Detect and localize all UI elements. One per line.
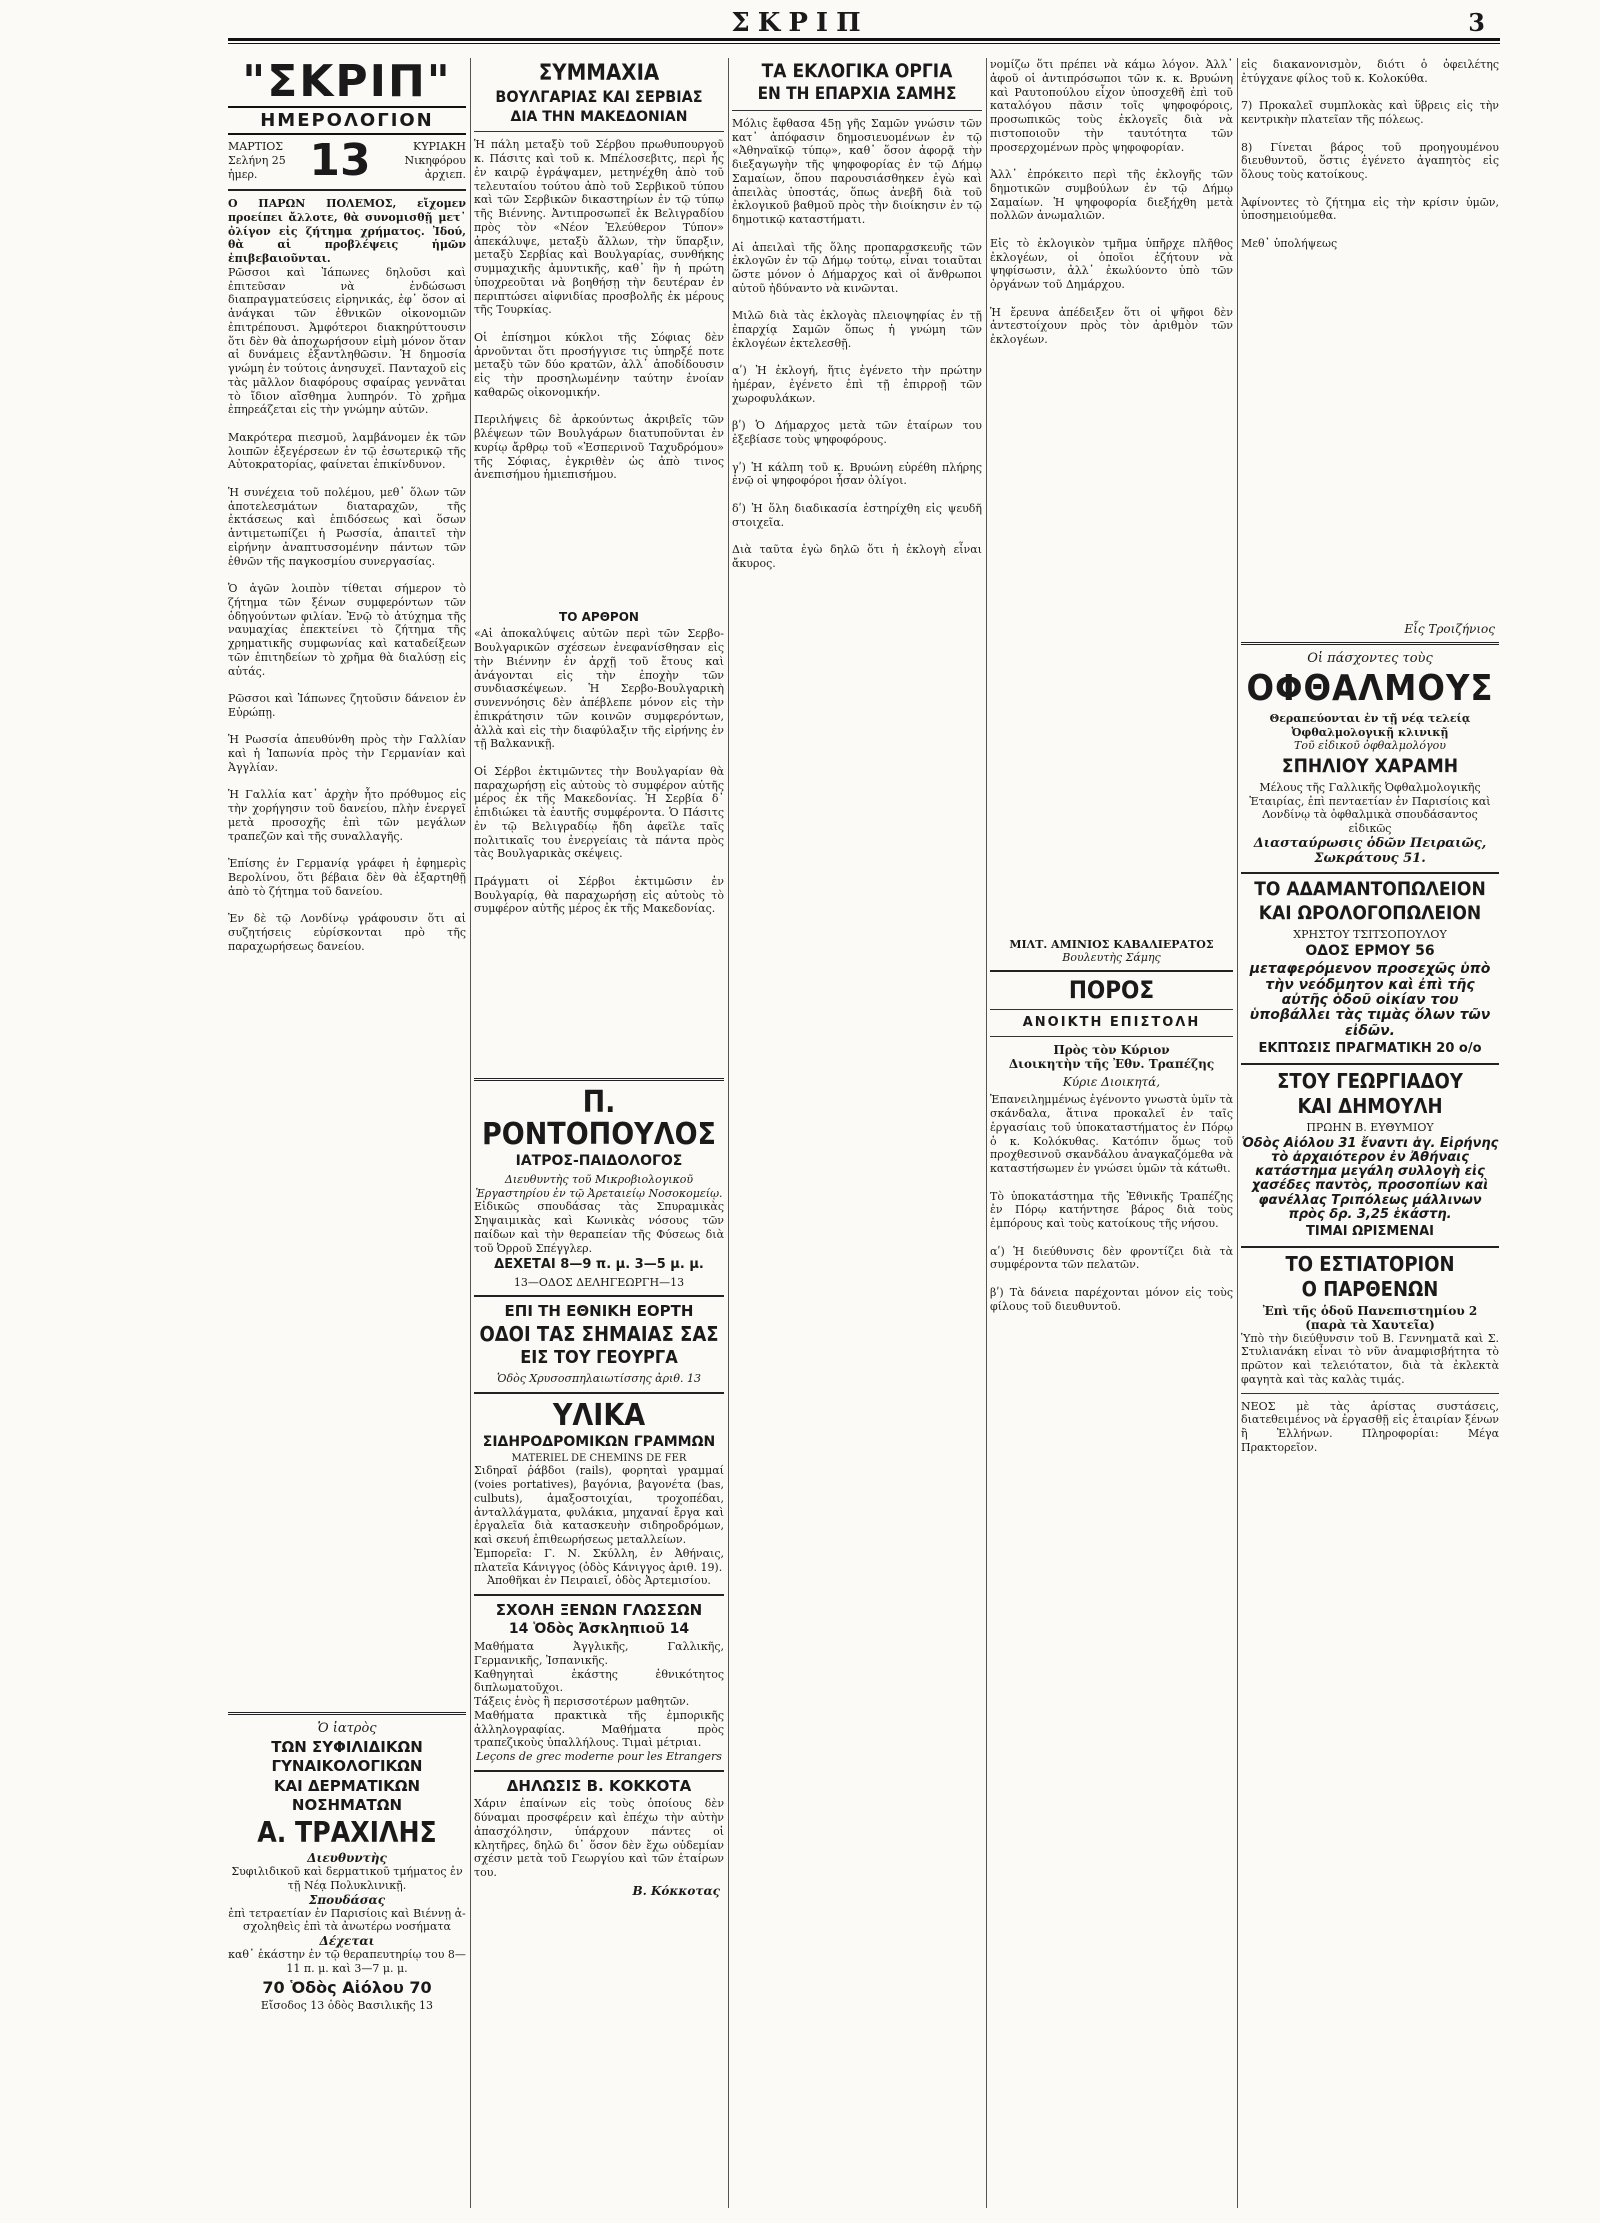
divider bbox=[990, 970, 1233, 972]
letter-title: ΑΝΟΙΚΤΗ ΕΠΙΣΤΟΛΗ bbox=[1022, 1015, 1201, 1031]
ad-text: Εἰδικῶς σπουδάσας τὰς Σπυραμικὰς Σηψαιμικὰς καὶ Κωνικὰς νόσους τῶν παίδων καὶ τὴν θεραπείαν τῆς Φύσεως διὰ τοῦ Ὀρροῦ Σπέγγλερ. bbox=[474, 1200, 728, 1255]
flag-ad bbox=[474, 1303, 724, 1385]
divider bbox=[990, 1036, 1233, 1037]
ad-doctor-name: ΣΠΗΛΙΟΥ ΧΑΡΑΜΗ bbox=[1281, 755, 1459, 778]
masthead-title: ΣΚΡΙΠ bbox=[731, 8, 869, 38]
ad-address: Διασταύρωσις ὁδῶν Πειραιῶς, Σωκράτους 51. bbox=[1253, 835, 1487, 866]
article-body: Μόλις ἔφθασα 45ῃ γῆς Σαμῶν γνώσιν τῶν κατ᾽ ἀπόφασιν δημοσιευομένων ἐν τῷ «Ἀθηναϊκῷ τύπῳ», καθ᾽ ὅσον ἀφορᾷ τὴν διεξαγωγὴν τῆς ψηφοφορίας ἐν τῷ Δήμῳ Σαμαίων, ὅπου παρουσιάσθηκεν ἐγὼ καὶ ἀπειλὰς ὑποστάς, ὅπως ἀνεβῆ διὰ τοῦ ἐκλογικοῦ βαθμοῦ πρὸς τὴν διοίκησιν ἐν τῷ δημοτικῷ καταστήματι. Αἱ ἀπειλαὶ τῆς ὅλης προπαρασκευῆς τῶν ἐκλογῶν ἐν τῷ Δήμῳ τούτῳ, εἶναι τοιαῦται ὥστε μόνον ὁ Δήμαρχος καὶ οἱ ἄνθρωποι αὐτοῦ ἠδύναντο νὰ κινῶνται. Μιλῶ διὰ τὰς ἐκλογὰς πλειοψηφίας ἐν τῇ ἐπαρχίᾳ Σαμῶν ὅπως ἡ γνώμη τῶν ἐκλογέων ἐκτελεσθῇ. αʹ) Ἡ ἐκλογή, ἥτις ἐγένετο τὴν πρώτην ἡμέραν, ἐγένετο ἐπὶ τῇ ἐπιρροῇ τῶν χωροφυλάκων. βʹ) Ὁ Δήμαρχος μετὰ τῶν ἑταίρων του ἐξεβίασε τοὺς ψηφοφόρους. γʹ) Ἡ κάλπη τοῦ κ. Βρυώνη εὑρέθη πλήρης ἐνῷ οἱ ψηφοφόροι ἦσαν ὀλίγοι. δʹ) Ἡ ὅλη διαδικασία ἐστηρίχθη εἰς ψευδῆ στοιχεῖα. Διὰ ταῦτα ἐγὼ δηλῶ ὅτι ἡ ἐκλογὴ εἶναι ἄκυρος. bbox=[732, 116, 982, 570]
declaration-title: ΔΗΛΩΣΙΣ Β. ΚΟΚΚΟΤΑ bbox=[506, 1776, 692, 1795]
letter-body: Ἐπανειλημμένως ἐγένοντο γνωστὰ ὑμῖν τὰ σκάνδαλα, ἅτινα προκαλεῖ ἐν ταῖς ἐργασίαις τοῦ ὑποκαταστήματος ἐν Πόρῳ ὁ κ. Κολόκυθας. Κατόπιν ὅμως τοῦ προχθεσινοῦ σκανδάλου ἀναγκαζόμεθα νὰ καταστήσωμεν ἐν γνώσει ὑμῶν τὰ κάτωθι. Τὸ ὑποκατάστημα τῆς Ἐθνικῆς Τραπέζης ἐν Πόρῳ κατήντησε βάρος διὰ τοὺς ἐμπόρους καὶ τοὺς κατοίκους τῆς νήσου. αʹ) Ἡ διεύθυνσις δὲν φροντίζει διὰ τὰ συμφέροντα τῶν πελατῶν. βʹ) Τὰ δάνεια παρέχονται μόνον εἰς τοὺς φίλους τοῦ διευθυντοῦ. bbox=[990, 1093, 1233, 1313]
ad-headline: ΟΔΟΙ ΤΑΣ ΣΗΜΑΙΑΣ ΣΑΣ bbox=[479, 1321, 719, 1346]
divider bbox=[1241, 642, 1499, 645]
ad-contact: Ἐμπορεῖα: Γ. Ν. Σκύλλη, ἐν Ἀθήναις, πλατεῖα Κάνιγγος (ὁδὸς Κάνιγγος ἀριθ. 19). bbox=[474, 1546, 728, 1574]
column-2 bbox=[474, 58, 728, 2208]
calendar-weekday: ΚΥΡΙΑΚΗ bbox=[413, 139, 466, 153]
article-body: «Αἱ ἀποκαλύψεις αὐτῶν περὶ τῶν Σερβο-Βουλγαρικῶν σχέσεων ἐνεφανίσθησαν εἰς τὴν Βιέννην ἐν ἀρχῇ τοῦ ἔτους καὶ ἀνάγονται εἰς τὴν ἐποχὴν τῶν συνδιασκέψεων. Ἡ Σερβο-Βουλγαρικὴ συνεννόησις δὲν ἀπέβλεπε μόνον εἰς τὴν ἐπικράτησιν τῶν κοινῶν συμφερόντων, ἀλλὰ καὶ εἰς τὴν διαφύλαξιν τῆς εἰρήνης ἐν τῇ Βαλκανικῇ. Οἱ Σέρβοι ἐκτιμῶντες τὴν Βουλγαρίαν θὰ παραχωρήσῃ εἰς αὐτοὺς τὸ συμφέρον αὐτῆς μέρος ἐκ τῆς Μακεδονίας. Ἡ Σερβία δ᾽ ἐπιδιώκει τὰ ἑαυτῆς συμφέροντα. Ὁ Πάσιτς ἐν τῷ Βελιγραδίῳ ἤδη ἀφεῖλε ταῖς πολιτικαῖς του ἐνεργείαις τὰ πάντα πρὸς τὰς Βουλγαρικὰς σκέψεις. Πράγματι οἱ Σέρβοι ἐκτιμῶσιν ἐν Βουλγαρίᾳ, θὰ παραχωρήσῃ εἰς αὐτοὺς τὸ συμφέρον αὐτῆς μέρος ἐκ τῆς Μακεδονίας. bbox=[474, 627, 724, 916]
ad-title: ΟΦΘΑΛΜΟΥΣ bbox=[1246, 668, 1494, 709]
language-school-ad bbox=[474, 1602, 724, 1764]
letter-signature: Εἷς Τροιζήνιος bbox=[1404, 622, 1495, 636]
calendar-box bbox=[228, 56, 466, 186]
divider bbox=[474, 1770, 724, 1772]
divider bbox=[732, 110, 982, 111]
divider bbox=[1241, 872, 1499, 874]
ad-title: ΤΟ ΕΣΤΙΑΤΟΡΙΟΝ bbox=[1285, 1251, 1455, 1276]
ad-text: Σιδηραῖ ῥάβδοι (rails), φορηταὶ γραμμαί (voies portatives), βαγόνια, βαγονέτα (bas, culbuts), ἁμαξοστοιχίαι, τροχοπέδαι, ἀνταλλάγματα, φυλάκια, μηχαναί ἔργα καὶ ἐργαλεῖα διὰ κατασκευὴν σιδηροδρόμων, καὶ σκευή ἐπιθεωρήσεως μεταλλείων. bbox=[474, 1464, 728, 1547]
ad-title: ΚΑΙ ΔΗΜΟΥΛΗ bbox=[1297, 1093, 1443, 1118]
ad-specialty: ΓΥΝΑΙΚΟΛΟΓΙΚΩΝ bbox=[271, 1757, 423, 1776]
ad-specialty: ΚΑΙ ΔΕΡΜΑΤΙΚΩΝ bbox=[273, 1776, 421, 1795]
headline: ΔΙΑ ΤΗΝ ΜΑΚΕΔΟΝΙΑΝ bbox=[510, 108, 688, 125]
headline: ΤΑ ΕΚΛΟΓΙΚΑ ΟΡΓΙΑ bbox=[761, 60, 953, 82]
classified-text: ΝΕΟΣ μὲ τὰς ἀρίστας συστάσεις, διατεθειμένος νὰ ἐργασθῇ εἰς ἐταιρίαν ξένων ἢ Ἑλλήνων. Πληροφορίαι: Μέγα Πρακτορεῖον. bbox=[1241, 1399, 1503, 1454]
doctor-ad bbox=[228, 1721, 466, 2013]
masthead bbox=[0, 0, 1600, 48]
ad-hours: καθ᾽ ἑκάστην ἐν τῷ θεραπευτηρίῳ του 8—11 π. μ. καὶ 3—7 μ. μ. bbox=[228, 1948, 466, 1975]
ad-specialty: ΝΟΣΗΜΑΤΩΝ bbox=[291, 1796, 403, 1815]
letter-recipient: Πρὸς τὸν Κύριον bbox=[1053, 1043, 1170, 1058]
ad-text: Συφιλιδικοῦ καὶ δερματικοῦ τμήματος ἐν τῇ Νέᾳ Πολυκλινικῇ. bbox=[231, 1865, 467, 1892]
declaration-signature: Β. Κόκκοτας bbox=[632, 1883, 720, 1898]
ad-sub: Τοῦ εἰδικοῦ ὀφθαλμολόγου bbox=[1294, 739, 1446, 753]
letter-body-continued: εἰς διακανονισμὸν, διότι ὁ ὀφειλέτης ἐτύγχανε φίλος τοῦ κ. Κολοκύθα. 7) Προκαλεῖ συμπλοκὰς καὶ ὕβρεις εἰς τὴν κεντρικὴν πλατεῖαν τῆς πόλεως. 8) Γίνεται βάρος τοῦ προηγουμένου διευθυντοῦ, ὅστις ἐγένετο ἀγαπητὸς εἰς ὅλους τοὺς κατοίκους. Ἀφίνοντες τὸ ζήτημα εἰς τὴν κρίσιν ὑμῶν, ὑποσημειούμεθα. Μεθ᾽ ὑπολήψεως bbox=[1241, 58, 1499, 250]
restaurant-ad bbox=[1241, 1251, 1503, 1455]
declaration-text: Χάριν ἐπαίνων εἰς τοὺς ὁποίους δὲν δύναμαι προσφέρειν καὶ ἐπέχω τὴν αὐτὴν ἀπασχόλησιν, ὑπάρχουν πάντες οἱ κλητῆρες, δηλῶ δι᾽ ὅσον δὲν ἔχω οὐδεμίαν σχέσιν μετὰ τοῦ Γεωργίου καὶ τῶν ἑταίρων του. bbox=[474, 1797, 728, 1880]
ad-text: μεταφερόμενον προσεχῶς ὑπὸ τὴν νεόδμητον καὶ ἐπὶ τῆς αὐτῆς ὁδοῦ οἰκίαν του ὑποβάλλει τὰς τιμὰς ὅλων τῶν εἰδῶν. bbox=[1249, 961, 1491, 1039]
calendar-moon: Σελήνη 25 ἡμερ. bbox=[228, 153, 286, 182]
ad-prices: ΤΙΜΑΙ ΩΡΙΣΜΕΝΑΙ bbox=[1306, 1224, 1434, 1240]
section-title: ΠΟΡΟΣ bbox=[1068, 976, 1155, 1004]
column-divider bbox=[470, 58, 471, 2208]
column-divider bbox=[728, 58, 729, 2208]
ad-address: 70 Ὁδὸς Αἰόλου 70 bbox=[262, 1977, 432, 1997]
ad-french: MATERIEL DE CHEMINS DE FER bbox=[511, 1453, 687, 1465]
masthead-rule bbox=[228, 38, 1500, 41]
ad-address: Ὁδὸς Χρυσοσπηλαιωτίσσης ἀριθ. 13 bbox=[497, 1371, 701, 1385]
ad-street: ΟΔΟΣ ΕΡΜΟΥ 56 bbox=[1305, 942, 1435, 959]
ad-desc: Μέλους τῆς Γαλλικῆς Ὀφθαλμολογικῆς Ἑταιρίας, ἐπὶ πενταετίαν ἐν Παρισίοις καὶ Λονδίνῳ τὰ ὀφθαλμικὰ σπουδάσαντος εἰδικῶς bbox=[1249, 780, 1495, 836]
column-5 bbox=[1241, 58, 1503, 2208]
ophthalmology-ad bbox=[1241, 651, 1499, 866]
ad-discount: ΕΚΠΤΩΣΙΣ ΠΡΑΓΜΑΤΙΚΗ 20 ο/ο bbox=[1258, 1041, 1482, 1057]
ad-title: ΚΑΙ ΩΡΟΛΟΓΟΠΩΛΕΙΟΝ bbox=[1258, 901, 1482, 924]
calendar-subtitle: ΗΜΕΡΟΛΟΓΙΟΝ bbox=[228, 106, 466, 135]
calendar-day: 13 bbox=[309, 135, 371, 186]
divider bbox=[228, 189, 466, 191]
ad-address-secondary: Εἴσοδος 13 ὁδὸς Βασιλικῆς 13 bbox=[260, 1999, 434, 2013]
ad-branch: Ἀποθῆκαι ἐν Πειραιεῖ, ὁδὸς Ἀρτεμισίου. bbox=[487, 1574, 711, 1588]
calendar-date-row bbox=[228, 135, 466, 186]
headline: ΣΥΜΜΑΧΙΑ bbox=[538, 61, 660, 86]
column-4 bbox=[990, 58, 1233, 2208]
divider bbox=[990, 1009, 1233, 1010]
ad-text: Διευθυντὴς τοῦ Μικροβιολογικοῦ Ἐργαστηρίου ἐν τῷ Ἀρεταιείῳ Νοσοκομείῳ. bbox=[475, 1172, 723, 1200]
ad-address: 14 Ὁδὸς Ἀσκληπιοῦ 14 bbox=[508, 1620, 690, 1637]
ad-sub: ΠΡΩΗΝ Β. ΕΥΘΥΜΙΟΥ bbox=[1306, 1120, 1434, 1134]
ad-intro: Ὁ ἰατρὸς bbox=[317, 1720, 377, 1736]
ad-text: Ὑπὸ τὴν διεύθυνσιν τοῦ Β. Γεννηματᾶ καὶ Σ. Στυλιανάκη εἶναι τὸ νῦν ἀναμφισβήτητα τὸ πρῶτον καὶ τελειότατον, διὰ τὰ ἐκλεκτὰ φαγητὰ καὶ τὰς καλὰς τιμάς. bbox=[1241, 1331, 1503, 1386]
article-body: Ἡ πάλη μεταξὺ τοῦ Σέρβου πρωθυπουργοῦ κ. Πάσιτς καὶ τοῦ κ. Μπέλοσεβιτς, περὶ ἧς ἐν καιρῷ ἐγράψαμεν, μετηνέχθη ἀπὸ τοῦ τελευταίου τούτου ἀπὸ τοῦ Σερβικοῦ τύπου καὶ τῶν Σερβικῶν δικαστηρίων ἐν τῷ τύπῳ τῆς Βιέννης. Ἀντιπροσωπεῖ ἐκ Βελιγραδίου πρὸς τὸν «Νέον Ἐλεύθερον Τύπον» ἀπεκάλυψε, μεταξὺ ἄλλων, τὴν ὕπαρξιν, μεταξὺ Σερβίας καὶ Βουλγαρίας, συνθήκης συμμαχικῆς ἀμυντικῆς, καθ᾽ ἣν ἡ πρώτη ὑποχρεοῦται νὰ βοηθήσῃ τὴν δευτέραν ἐν περιπτώσει αἰφνιδίας προσβολῆς ἐκ μέρους τῆς Τουρκίας. Οἱ ἐπίσημοι κύκλοι τῆς Σόφιας δὲν ἀρνοῦνται ὅτι προσήγγισε τις ὑπηρξέ ποτε μεταξὺ τῶν δύο κρατῶν, ἀλλ᾽ ἀποδίδουσιν εἰς τὴν προσηλωμένην ταύτην ἐνοίαν καθαρῶς οἰκονομικήν. Περιλήψεις δὲ ἀρκούντως ἀκριβεῖς τῶν βλέψεων τῶν Βουλγάρων διατυποῦνται ἐν κυρίῳ ἄρθρῳ τοῦ «Ἐσπερινοῦ Ταχυδρόμου» τῆς Σόφιας, ἐγκριθὲν ὡς ἀπὸ τινος ἀνεπισήμου ἡμιεπισήμου. bbox=[474, 138, 724, 482]
declaration bbox=[474, 1776, 728, 1898]
ad-role: Διευθυντὴς bbox=[307, 1851, 387, 1866]
doctor-ad bbox=[474, 1085, 728, 1289]
ad-title: ΤΟ ΑΔΑΜΑΝΤΟΠΩΛΕΙΟΝ bbox=[1254, 877, 1486, 900]
letter-recipient: Διοικητὴν τῆς Ἐθν. Τραπέζης bbox=[1008, 1057, 1215, 1072]
page-number: 3 bbox=[1468, 8, 1485, 37]
ad-role: ΙΑΤΡΟΣ-ΠΑΙΔΟΛΟΓΟΣ bbox=[515, 1153, 683, 1170]
headline: ΒΟΥΛΓΑΡΙΑΣ ΚΑΙ ΣΕΡΒΙΑΣ bbox=[495, 87, 703, 107]
ad-owner: ΧΡΗΣΤΟΥ ΤΣΙΤΣΟΠΟΥΛΟΥ bbox=[1293, 927, 1447, 941]
headline: ΕΝ ΤΗ ΕΠΑΡΧΙΑ ΣΑΜΗΣ bbox=[757, 83, 957, 104]
divider bbox=[474, 1295, 724, 1297]
letter-greeting: Κύριε Διοικητά, bbox=[1062, 1075, 1161, 1090]
divider bbox=[1241, 1393, 1499, 1394]
ad-studies-text: ἐπὶ τετραετίαν ἐν Παρισίοις καὶ Βιέννῃ ἀ-σχοληθεὶς ἐπὶ τὰ ἀνωτέρω νοσήματα bbox=[228, 1906, 466, 1934]
column-divider bbox=[1237, 58, 1238, 2208]
ad-hours: ΔΕΧΕΤΑΙ 8—9 π. μ. 3—5 μ. μ. bbox=[494, 1257, 704, 1273]
article-lead: Ο ΠΑΡΩΝ ΠΟΛΕΜΟΣ, εἴχομεν προείπει ἄλλοτε, θὰ συνομισθῇ μετ᾽ ὀλίγον εἰς ζήτημα χρήματος. Ἰδού, θὰ αἱ προβλέψεις ἡμῶν ἐπιβεβαιοῦνται. bbox=[228, 197, 470, 265]
column-3 bbox=[732, 58, 982, 2208]
divider bbox=[474, 1594, 724, 1596]
ad-title: ΥΛΙΚΑ bbox=[552, 1397, 646, 1433]
ad-french: Leçons de grec moderne pour les Etrangers bbox=[476, 1750, 722, 1764]
signature-role: Βουλευτὴς Σάμης bbox=[1062, 951, 1161, 964]
ad-headline: ΕΠΙ ΤΗ ΕΘΝΙΚΗ ΕΟΡΤΗ bbox=[504, 1302, 694, 1321]
ad-text: Θεραπεύονται ἐν τῇ νέᾳ τελείᾳ Ὀφθαλμολογικῇ κλινικῇ bbox=[1269, 711, 1475, 739]
calendar-title: "ΣΚΡΙΠ" bbox=[242, 56, 452, 107]
railway-materials-ad bbox=[474, 1397, 728, 1589]
divider bbox=[228, 1712, 466, 1715]
ad-title: Ο ΠΑΡΘΕΝΩΝ bbox=[1301, 1276, 1439, 1301]
ad-doctor-name: Π. ΡΟΝΤΟΠΟΥΛΟΣ bbox=[482, 1085, 716, 1152]
ad-text: Ὁδὸς Αἰόλου 31 ἔναντι ἁγ. Εἰρήνης τὸ ἀρχαιότερον ἐν Ἀθήναις κατάστημα μεγάλη συλλογὴ εἰς χασέδες παντὸς, προσοπίων καὶ φανέλλας Τριπόλεως μάλλινων πρὸς δρ. 3,25 ἑκάστη. bbox=[1241, 1135, 1499, 1222]
divider bbox=[474, 1392, 724, 1394]
ad-text: Μαθήματα Ἀγγλικῆς, Γαλλικῆς, Γερμανικῆς, Ἰσπανικῆς. Καθηγηταὶ ἑκάστης ἐθνικότητος διπλωματοῦχοι. Τάξεις ἐνὸς ἢ περισσοτέρων μαθητῶν. Μαθήματα πρακτικὰ τῆς ἐμπορικῆς ἀλληλογραφίας. Μαθήματα πρὸς τραπεζικοὺς ὑπαλλήλους. Τιμαὶ μέτριαι. bbox=[474, 1640, 724, 1750]
signature-name: ΜΙΛΤ. ΑΜΙΝΙΟΣ ΚΑΒΑΛΙΕΡΑΤΟΣ bbox=[1009, 938, 1214, 951]
calendar-month: ΜΑΡΤΙΟΣ bbox=[228, 139, 284, 153]
ad-studies-label: Σπουδάσας bbox=[308, 1892, 386, 1907]
ad-intro: Οἱ πάσχοντες τοὺς bbox=[1307, 651, 1433, 666]
calendar-saint: Νικηφόρου ἀρχιεπ. bbox=[404, 153, 466, 182]
ad-specialty: ΤΩΝ ΣΥΦΙΛΙΔΙΚΩΝ bbox=[271, 1737, 423, 1756]
divider bbox=[474, 131, 724, 132]
ad-headline: ΕΙΣ ΤΟΥ ΓΕΟΥΡΓΑ bbox=[520, 1346, 678, 1368]
ad-hours-label: Δέχεται bbox=[319, 1934, 375, 1949]
masthead-rule-thin bbox=[228, 43, 1500, 44]
ad-address: 13—ΟΔΟΣ ΔΕΛΗΓΕΩΡΓΗ—13 bbox=[513, 1275, 685, 1289]
ad-subtitle: ΣΙΔΗΡΟΔΡΟΜΙΚΩΝ ΓΡΑΜΜΩΝ bbox=[482, 1434, 716, 1451]
ad-doctor-name: Α. ΤΡΑΧΙΛΗΣ bbox=[257, 1815, 437, 1849]
article-body: νομίζω ὅτι πρέπει νὰ κάμω λόγον. Ἀλλ᾽ ἀφοῦ οἱ ἀντιπρόσωποι τῶν κ. κ. Βρυώνη καὶ Ραυτοπούλου εἶχον ὑποσχεθῆ ἐπὶ τοῦ καταλόγου πᾶσιν τοῖς ψηφοφόροις, προσωπικῶς τοὺς ἐκλογεῖς διὰ νὰ πιστοποιοῦν τὴν ταυτότητα τῶν προσερχομένων πρὸς ψηφοφορίαν. Ἀλλ᾽ ἐπρόκειτο περὶ τῆς ἐκλογῆς τῶν δημοτικῶν συμβούλων ἐν τῷ Δήμῳ Σαμαίων. Ἡ ψηφοφορία διεξήχθη μετὰ πολλῶν ἀνωμαλιῶν. Εἰς τὸ ἐκλογικὸν τμῆμα ὑπῆρχε πλῆθος ἐκλογέων, οἱ ὁποῖοι ἐζήτουν νὰ ψηφίσωσιν, ἀλλ᾽ ἐκωλύοντο ὑπὸ τῶν ὀργάνων τοῦ Δημάρχου. Ἡ ἔρευνα ἀπέδειξεν ὅτι οἱ ψῆφοι δὲν ἀντεστοίχουν πρὸς τὸν ἀριθμὸν τῶν ἐκλογέων. bbox=[990, 58, 1233, 346]
jewelry-ad bbox=[1241, 877, 1499, 1057]
column-divider bbox=[986, 58, 987, 2208]
divider bbox=[1241, 1063, 1499, 1065]
ad-title: ΣΧΟΛΗ ΞΕΝΩΝ ΓΛΩΣΣΩΝ bbox=[495, 1601, 703, 1620]
article-body: Ρῶσσοι καὶ Ἰάπωνες δηλοῦσι καὶ ἐπιτεῦσαν νὰ ἐνδώσωσι διαπραγματεύσεις εἰρηνικάς, ἐφ᾽ ὅσον αἱ ἀνάγκαι τῶν ἐθνικῶν οἰκονομιῶν ἐπιτρέπουσι. Ἀμφότεροι διακηρύττουσιν ὅτι δὲν θὰ ἀποχωρήσουν εἰμὴ μόνον ὅταν αἱ δυνάμεις ἐξαντληθῶσιν. Ἡ δημοσία γνώμη ἐν τούτοις ἀνησυχεῖ. Πανταχοῦ εἰς τὰς μᾶλλον διαφόρους σφαίρας γεννᾶται τὸ ἴδιον αἴσθημα λυπηρόν. Τὸ χρῆμα ἐπηρεάζεται εἰς τὴν γνώμην αὐτῶν. Μακρότερα πιεσμοῦ, λαμβάνομεν ἐκ τῶν λοιπῶν ἐξεγέρσεων ἐν τῷ ἐσωτερικῷ τῆς Αὐτοκρατορίας, φαίνεται ἐπικίνδυνον. Ἡ συνέχεια τοῦ πολέμου, μεθ᾽ ὅλων τῶν ἀποτελεσμάτων διαταραχῶν, τῆς ἐκτάσεως καὶ ἐπιδόσεως καὶ ὅσων ἀντιμετωπίζει ἡ Ρωσσία, ἀπαιτεῖ τὴν εἰρήνην ἀναπτυσσομένην πάντων τῶν ἐθνῶν τῆς παγκοσμίου συνεργασίας. Ὁ ἀγῶν λοιπὸν τίθεται σήμερον τὸ ζήτημα τῶν ξένων συμφερόντων τῶν ὁδηγούντων φιλίαν. Ἐνῷ τὸ ἀτύχημα τῆς ναυμαχίας ἐπεκτείνει τὸ ζήτημα τῆς χρηματικῆς συμφωνίας καὶ καταδείξεων τῶν ἐπιτηδείων τὸ χρῆμα θὰ διαλύσῃ εἰς αὐτάς. Ρῶσσοι καὶ Ἰάπωνες ζητοῦσιν δάνειον ἐν Εὐρώπῃ. Ἡ Ρωσσία ἀπευθύνθη πρὸς τὴν Γαλλίαν καὶ ἡ Ἰαπωνία πρὸς τὴν Γερμανίαν καὶ Ἀγγλίαν. Ἡ Γαλλία κατ᾽ ἀρχὴν ἦτο πρόθυμος εἰς τὴν χορήγησιν τοῦ δανείου, πλὴν ἐνεργεῖ μετὰ προσοχῆς ἐπὶ τῶν μεγάλων τραπεζῶν καὶ τῆς συναλλαγῆς. Ἐπίσης ἐν Γερμανίᾳ γράφει ἡ ἐφημερὶς Βερολίνου, ὅτι βέβαια δὲν θὰ ἐξαρτηθῇ ἀπὸ τὸ ζήτημα τοῦ δανείου. Ἐν δὲ τῷ Λονδίνῳ γράφουσιν ὅτι αἱ συζητήσεις εὑρίσκονται πρὸ τῆς παραχωρήσεως δανείου. bbox=[228, 265, 466, 953]
column-1 bbox=[228, 56, 470, 2208]
ad-title: ΣΤΟΥ ΓΕΩΡΓΙΑΔΟΥ bbox=[1277, 1068, 1463, 1093]
divider bbox=[474, 1078, 724, 1081]
divider bbox=[1241, 1246, 1499, 1248]
fabric-shop-ad bbox=[1241, 1068, 1499, 1240]
section-label: ΤΟ ΑΡΘΡΟΝ bbox=[559, 610, 639, 625]
ad-address: Ἐπὶ τῆς ὁδοῦ Πανεπιστημίου 2 (παρὰ τὰ Χαυτεῖα) bbox=[1262, 1303, 1478, 1332]
